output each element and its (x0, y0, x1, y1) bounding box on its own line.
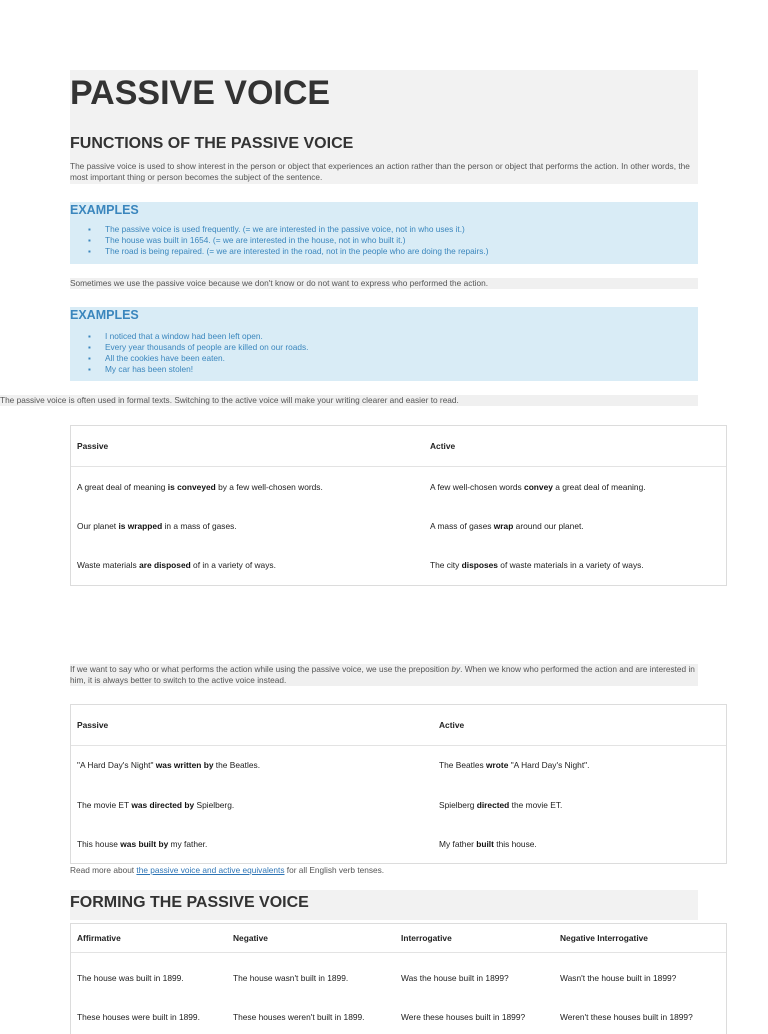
table-cell: Waste materials are disposed of in a variety of ways. (77, 560, 276, 570)
list-item: ▪ The house was built in 1654. (= we are interested in the house, not in who built it.) (70, 235, 698, 246)
examples-heading: EXAMPLES (70, 203, 139, 217)
table-cell: Wasn't the house built in 1899? (560, 973, 677, 983)
section-heading-forming: FORMING THE PASSIVE VOICE (70, 894, 309, 911)
list-item: ▪ The road is being repaired. (= we are interested in the road, not in the people who are doing the repairs.) (70, 246, 698, 257)
table-cell: The house was built in 1899. (77, 973, 184, 983)
table-cell: The movie ET was directed by Spielberg. (77, 799, 235, 810)
table-cell: My father built this house. (439, 839, 537, 849)
passive-active-table-1 (70, 425, 727, 586)
examples-list (70, 331, 698, 375)
section-heading-functions: FUNCTIONS OF THE PASSIVE VOICE (70, 135, 354, 152)
table-row (71, 506, 726, 546)
table-cell: These houses weren't built in 1899. (233, 1012, 365, 1022)
table-cell: "A Hard Day's Night" was written by the Beatles. (77, 760, 261, 770)
table-row (71, 784, 726, 825)
list-item: ▪ My car has been stolen! (70, 364, 698, 375)
forming-table (70, 923, 727, 1034)
table-cell: A few well-chosen words convey a great deal of meaning. (430, 481, 646, 492)
table-cell: The house wasn't built in 1899. (233, 973, 349, 983)
table-cell: These houses were built in 1899. (77, 1012, 200, 1022)
table-row (71, 746, 726, 784)
table-cell: The Beatles wrote "A Hard Day's Night". (439, 760, 590, 770)
intro-paragraph: The passive voice is used to show interest in the person or object that experiences an action rather than the person or object that performs the action. In other words, the most important thing or person becomes the subject of the sentence. (70, 161, 690, 182)
passive-active-table-2 (70, 704, 727, 864)
table-cell: Weren't these houses built in 1899? (560, 1012, 693, 1022)
table-header-active: Active (439, 719, 465, 730)
table-header-row (71, 426, 726, 466)
table-header-negative-interrogative: Negative Interrogative (560, 932, 648, 943)
examples-box-2 (70, 307, 698, 381)
unknown-agent-paragraph: Sometimes we use the passive voice because we don't know or do not want to express who performed the action. (70, 278, 698, 289)
table-header-passive: Passive (77, 719, 109, 730)
table-row (71, 825, 726, 863)
table-cell: Was the house built in 1899? (401, 973, 509, 983)
table-header-negative: Negative (233, 932, 268, 943)
table-header-row (71, 924, 726, 952)
table-cell: The city disposes of waste materials in a variety of ways. (430, 560, 644, 570)
table-cell: Our planet is wrapped in a mass of gases. (77, 521, 237, 531)
preposition-by-paragraph: If we want to say who or what performs the action while using the passive voice, we use the preposition by. When we know who performed the action and are interested in him, it is always better to switch to the active voice instead. (70, 664, 698, 686)
examples-list (70, 224, 698, 257)
read-more-line: Read more about the passive voice and active equivalents for all English verb tenses. (70, 865, 385, 875)
list-item: ▪ All the cookies have been eaten. (70, 353, 698, 364)
table-cell: Spielberg directed the movie ET. (439, 799, 563, 810)
examples-box-1 (70, 202, 698, 264)
table-header-interrogative: Interrogative (401, 932, 452, 943)
table-cell: A mass of gases wrap around our planet. (430, 521, 584, 531)
list-item: ▪ I noticed that a window had been left open. (70, 331, 698, 342)
table-row (71, 467, 726, 506)
page-title: PASSIVE VOICE (70, 74, 331, 112)
table-row (71, 546, 726, 584)
table-cell: Were these houses built in 1899? (401, 1012, 526, 1022)
table-row (71, 1003, 726, 1031)
table-cell: A great deal of meaning is conveyed by a few well-chosen words. (77, 481, 323, 492)
table-row (71, 953, 726, 1003)
table-cell: This house was built by my father. (77, 839, 208, 849)
table-header-affirmative: Affirmative (77, 932, 121, 943)
formal-texts-paragraph: The passive voice is often used in formal texts. Switching to the active voice will make your writing clearer and easier to read. (0, 395, 698, 406)
list-item: ▪ The passive voice is used frequently. (= we are interested in the passive voice, not in who uses it.) (70, 224, 698, 235)
examples-heading: EXAMPLES (70, 308, 139, 322)
list-item: ▪ Every year thousands of people are killed on our roads. (70, 342, 698, 353)
table-header-passive: Passive (77, 440, 109, 451)
passive-equivalents-link[interactable]: the passive voice and active equivalents (136, 865, 285, 875)
table-header-active: Active (430, 440, 456, 451)
table-header-row (71, 705, 726, 745)
